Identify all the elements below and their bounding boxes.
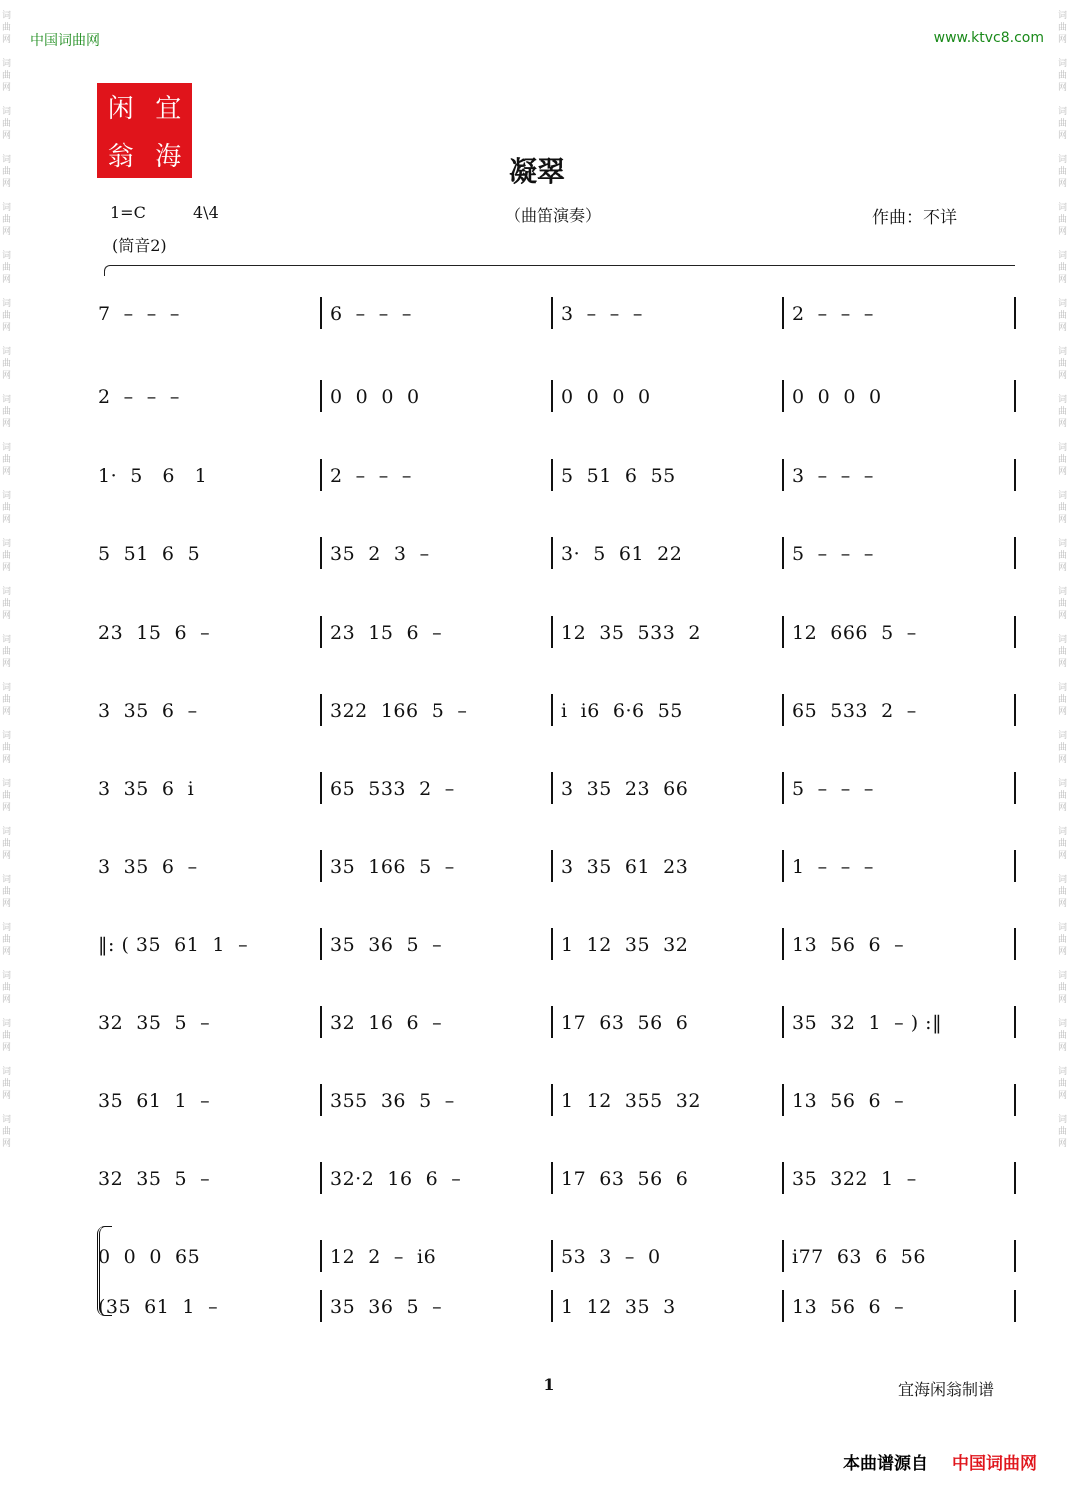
measure-notes: 3· 5 61 22	[561, 543, 683, 565]
measure-notes: 35 32 1 – ) :‖	[792, 1012, 943, 1034]
measure-notes: 13 56 6 –	[792, 934, 905, 956]
slur-line	[104, 265, 1015, 276]
measure-notes: 65 533 2 –	[792, 700, 917, 722]
notation-row	[98, 924, 1016, 964]
measure-notes: 0 0 0 0	[561, 386, 651, 408]
measure	[320, 1002, 550, 1042]
time-signature: 4\4	[193, 203, 219, 222]
measure	[782, 376, 1012, 416]
barline	[1014, 380, 1016, 412]
measure	[782, 924, 1012, 964]
measure	[551, 376, 781, 416]
measure	[782, 690, 1012, 730]
measure	[98, 768, 328, 808]
measure-notes: 1 12 355 32	[561, 1090, 701, 1112]
notation-row	[98, 533, 1016, 573]
measure	[98, 1286, 328, 1326]
page-number: 1	[543, 1375, 555, 1394]
barline	[1014, 616, 1016, 648]
score-subtitle: （曲笛演奏）	[504, 206, 601, 225]
measure	[782, 455, 1012, 495]
measure-notes: 3 35 6 –	[98, 700, 198, 722]
measure-notes: 322 166 5 –	[330, 700, 468, 722]
measure	[782, 846, 1012, 886]
barline	[1014, 850, 1016, 882]
barline	[1014, 297, 1016, 329]
measure-notes: 13 56 6 –	[792, 1090, 905, 1112]
measure-notes: 2 – – –	[330, 465, 412, 487]
measure	[551, 924, 781, 964]
notation-row	[98, 1002, 1016, 1042]
measure-notes: 35 2 3 –	[330, 543, 430, 565]
measure	[98, 1158, 328, 1198]
measure	[782, 1286, 1012, 1326]
measure-notes: 23 15 6 –	[98, 622, 211, 644]
composer-credit: 作曲：不详	[872, 208, 957, 228]
measure-notes: 65 533 2 –	[330, 778, 455, 800]
notation-row	[98, 690, 1016, 730]
measure-notes: 32 35 5 –	[98, 1168, 211, 1190]
barline	[1014, 1162, 1016, 1194]
measure-notes: 12 666 5 –	[792, 622, 917, 644]
measure-notes: 3 – – –	[792, 465, 874, 487]
measure-notes: 3 35 61 23	[561, 856, 689, 878]
barline	[1014, 459, 1016, 491]
notation-row	[98, 846, 1016, 886]
measure	[320, 768, 550, 808]
measure	[551, 768, 781, 808]
measure-notes: i i6 6·6 55	[561, 700, 683, 722]
measure	[782, 1236, 1012, 1276]
system-brace	[97, 1226, 112, 1316]
measure	[98, 1080, 328, 1120]
measure-notes: 1 12 35 3	[561, 1296, 676, 1318]
measure-notes: 35 36 5 –	[330, 1296, 443, 1318]
measure	[320, 690, 550, 730]
score-title: 凝翠	[508, 155, 565, 188]
measure-notes: 5 – – –	[792, 778, 874, 800]
key-signature: 1=C	[110, 203, 146, 222]
measure-notes: 12 2 – i6	[330, 1246, 437, 1268]
measure-notes: 35 322 1 –	[792, 1168, 917, 1190]
measure	[320, 846, 550, 886]
measure	[98, 612, 328, 652]
measure	[320, 1286, 550, 1326]
measure-notes: (35 61 1 –	[98, 1296, 219, 1318]
measure	[320, 612, 550, 652]
measure	[782, 1080, 1012, 1120]
measure	[98, 376, 328, 416]
measure	[782, 1002, 1012, 1042]
measure	[551, 533, 781, 573]
measure	[551, 1236, 781, 1276]
notation-row	[98, 376, 1016, 416]
measure	[782, 768, 1012, 808]
measure	[320, 293, 550, 333]
notation-row	[98, 1158, 1016, 1198]
measure-notes: 2 – – –	[98, 386, 180, 408]
barline	[1014, 694, 1016, 726]
measure	[98, 924, 328, 964]
site-url[interactable]: www.ktvc8.com	[933, 30, 1044, 46]
measure	[98, 1236, 328, 1276]
barline	[1014, 928, 1016, 960]
measure-notes: 17 63 56 6	[561, 1012, 689, 1034]
measure-notes: 6 – – –	[330, 303, 412, 325]
measure-notes: 35 166 5 –	[330, 856, 455, 878]
measure-notes: 3 35 6 –	[98, 856, 198, 878]
measure-notes: 1 12 35 32	[561, 934, 689, 956]
measure	[782, 293, 1012, 333]
measure-notes: 7 – – –	[98, 303, 180, 325]
measure-notes: 3 – – –	[561, 303, 643, 325]
notation-row	[98, 1080, 1016, 1120]
barline	[1014, 772, 1016, 804]
measure	[782, 533, 1012, 573]
score-maker: 宜海闲翁制谱	[898, 1380, 995, 1399]
measure-notes: 5 – – –	[792, 543, 874, 565]
fingering-note: (筒音2)	[112, 236, 167, 255]
measure-notes: i77 63 6 56	[792, 1246, 926, 1268]
measure-notes: 32·2 16 6 –	[330, 1168, 462, 1190]
barline	[1014, 537, 1016, 569]
measure	[782, 1158, 1012, 1198]
measure-notes: 0 0 0 0	[792, 386, 882, 408]
measure	[320, 1236, 550, 1276]
measure-notes: 12 35 533 2	[561, 622, 701, 644]
measure-notes: 17 63 56 6	[561, 1168, 689, 1190]
measure-notes: 355 36 5 –	[330, 1090, 455, 1112]
measure	[98, 455, 328, 495]
measure-notes: 32 35 5 –	[98, 1012, 211, 1034]
measure-notes: 53 3 – 0	[561, 1246, 661, 1268]
site-name[interactable]: 中国词曲网	[30, 33, 100, 49]
measure-notes: 0 0 0 65	[98, 1246, 201, 1268]
measure	[98, 846, 328, 886]
measure	[551, 612, 781, 652]
measure	[551, 1080, 781, 1120]
measure	[551, 293, 781, 333]
measure-notes: 5 51 6 5	[98, 543, 201, 565]
notation-row	[98, 1286, 1016, 1326]
notation-row	[98, 768, 1016, 808]
measure-notes: ‖: ( 35 61 1 –	[98, 934, 249, 956]
measure	[551, 1158, 781, 1198]
measure	[551, 1002, 781, 1042]
measure	[782, 612, 1012, 652]
measure	[320, 376, 550, 416]
seal-char: 海	[155, 141, 182, 172]
measure	[551, 690, 781, 730]
measure-notes: 23 15 6 –	[330, 622, 443, 644]
measure-notes: 0 0 0 0	[330, 386, 420, 408]
measure	[320, 455, 550, 495]
measure-notes: 3 35 6 i	[98, 778, 195, 800]
measure	[551, 1286, 781, 1326]
measure	[98, 533, 328, 573]
barline	[1014, 1084, 1016, 1116]
source-label: 本曲谱源自	[843, 1454, 928, 1474]
measure-notes: 32 16 6 –	[330, 1012, 443, 1034]
notation-row	[98, 1236, 1016, 1276]
measure-notes: 13 56 6 –	[792, 1296, 905, 1318]
measure	[551, 455, 781, 495]
measure	[320, 533, 550, 573]
measure	[98, 690, 328, 730]
measure-notes: 35 36 5 –	[330, 934, 443, 956]
measure-notes: 35 61 1 –	[98, 1090, 211, 1112]
margin-watermark: 词 曲 网 词 曲 网 词 曲 网 词 曲 网 词 曲 网 词 曲 网 词 曲 网 词 曲 网 词 曲 网 词 曲 网 词 曲 网 词 曲 网 词 曲 网 词 曲 网 词 曲 网 词 曲 网 词 曲 网 词 曲 网 词 曲 网 词 曲 网 词 曲 网 词 曲 网 词 曲 网 词 曲 网	[2, 11, 12, 1149]
measure	[320, 1080, 550, 1120]
source-site-link[interactable]: 中国词曲网	[952, 1454, 1037, 1474]
measure-notes: 2 – – –	[792, 303, 874, 325]
measure	[551, 846, 781, 886]
seal-char: 宜	[155, 94, 182, 125]
measure	[320, 1158, 550, 1198]
notation-row	[98, 293, 1016, 333]
measure-notes: 5 51 6 55	[561, 465, 676, 487]
measure-notes: 3 35 23 66	[561, 778, 689, 800]
notation-row	[98, 455, 1016, 495]
barline	[1014, 1006, 1016, 1038]
measure-notes: 1 – – –	[792, 856, 874, 878]
notation-row	[98, 612, 1016, 652]
seal-char: 闲	[107, 94, 134, 125]
measure	[98, 1002, 328, 1042]
measure	[98, 293, 328, 333]
measure-notes: 1· 5 6 1	[98, 465, 208, 487]
barline	[1014, 1290, 1016, 1322]
barline	[1014, 1240, 1016, 1272]
seal-char: 翁	[107, 141, 134, 172]
measure	[320, 924, 550, 964]
margin-watermark: 词 曲 网 词 曲 网 词 曲 网 词 曲 网 词 曲 网 词 曲 网 词 曲 网 词 曲 网 词 曲 网 词 曲 网 词 曲 网 词 曲 网 词 曲 网 词 曲 网 词 曲 网 词 曲 网 词 曲 网 词 曲 网 词 曲 网 词 曲 网 词 曲 网 词 曲 网 词 曲 网 词 曲 网	[1058, 11, 1068, 1149]
